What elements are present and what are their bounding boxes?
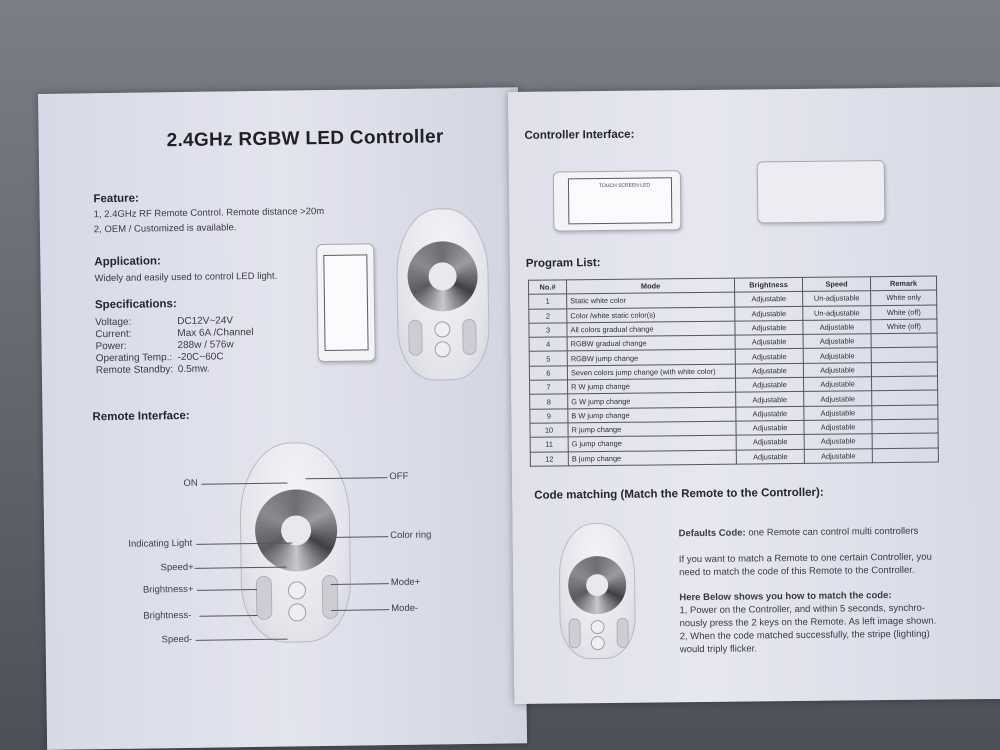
spec-row: [96, 351, 224, 364]
remote-dot-key: [591, 620, 605, 634]
cell: Adjustable: [735, 292, 803, 307]
label-brightness-plus: Brightness+: [142, 583, 194, 596]
label-mode-plus: Mode+: [390, 576, 421, 589]
cell: 9: [530, 409, 568, 424]
controller-label-title: TOUCH SCREEN LED: [598, 182, 651, 190]
spec-key: Power:: [95, 340, 127, 353]
defaults-code-label: Defaults Code:: [678, 527, 746, 540]
leader-line: [331, 609, 389, 611]
cell: Seven colors jump change (with white color): [567, 364, 735, 380]
spec-key: Remote Standby:: [95, 364, 174, 377]
leader-line: [305, 477, 387, 479]
remote-interface-heading: Remote Interface:: [92, 409, 190, 424]
column-header: Brightness: [734, 277, 802, 292]
label-speed-minus: Speed-: [161, 633, 193, 646]
remote-key-left: [569, 618, 581, 648]
match-instruction-line-1: If you want to match a Remote to one certain Controller, you: [678, 551, 932, 566]
spec-value: Max 6A /Channel: [177, 327, 254, 340]
cell: [871, 348, 937, 363]
spec-value: -20C~60C: [177, 351, 224, 364]
leader-line: [334, 536, 388, 538]
cell: Adjustable: [736, 449, 804, 464]
cell: 4: [529, 337, 567, 352]
cell: 3: [529, 323, 567, 338]
code-matching-remote-photo: [559, 523, 636, 660]
column-header: Mode: [566, 278, 734, 294]
cell: Adjustable: [804, 405, 872, 420]
remote-dot-key: [434, 341, 450, 357]
remote-key-right: [462, 319, 477, 355]
cell: [872, 433, 938, 448]
label-off: OFF: [389, 470, 409, 483]
spec-row: [95, 315, 233, 328]
spec-row: [95, 327, 253, 340]
cell: [871, 333, 937, 348]
label-mode-minus: Mode-: [391, 602, 419, 615]
remote-dot-key: [591, 636, 605, 650]
cell: Adjustable: [804, 391, 872, 406]
spec-value: DC12V~24V: [177, 315, 234, 328]
cell: 8: [530, 394, 568, 409]
step-line-1: 1, Power on the Controller, and within 5 seconds, synchro-: [679, 602, 926, 617]
label-color-ring: Color ring: [390, 529, 432, 542]
cell: Adjustable: [804, 420, 872, 435]
program-table: [528, 276, 939, 467]
application-heading: Application:: [94, 255, 161, 269]
step-line-3: 2, When the code matched successfully, the stripe (lighting): [679, 628, 930, 643]
cell: 10: [530, 423, 568, 438]
leader-line: [331, 583, 389, 585]
controller-interface-heading: Controller Interface:: [524, 128, 635, 142]
program-list-heading: Program List:: [525, 257, 601, 270]
cell: Adjustable: [735, 306, 803, 321]
cell: Adjustable: [803, 362, 871, 377]
label-indicating-light: Indicating Light: [128, 537, 193, 550]
left-page: [38, 87, 527, 750]
cell: Adjustable: [804, 434, 872, 449]
defaults-code-text: one Remote can control multi controllers: [748, 525, 919, 539]
cell: Adjustable: [804, 448, 872, 463]
cell: [872, 419, 938, 434]
controller-photo: [316, 243, 376, 362]
cell: [872, 390, 938, 405]
cell: R W jump change: [568, 378, 736, 394]
cell: 5: [529, 351, 567, 366]
speed-minus-key-icon: [288, 603, 306, 621]
remote-key-right: [617, 618, 629, 648]
page-title: 2.4GHz RGBW LED Controller: [166, 126, 444, 152]
column-header: Remark: [870, 276, 936, 291]
cell: B W jump change: [568, 407, 736, 423]
remote-key-left: [408, 320, 423, 356]
feature-line-2: 2, OEM / Customized is available.: [93, 222, 237, 236]
cell: Color /white static color(s): [567, 307, 735, 323]
defaults-code-line: [679, 526, 919, 540]
cell: Adjustable: [736, 392, 804, 407]
cell: 12: [530, 451, 568, 466]
cell: 11: [530, 437, 568, 452]
spec-key: Current:: [95, 328, 132, 341]
cell: B jump change: [568, 450, 736, 466]
controller-label: [323, 254, 368, 351]
cell: Un-adjustable: [803, 305, 871, 320]
spec-value: 0.5mw.: [177, 363, 210, 376]
cell: Adjustable: [803, 334, 871, 349]
cell: Adjustable: [736, 406, 804, 421]
cell: Adjustable: [735, 320, 803, 335]
cell: Un-adjustable: [803, 291, 871, 306]
feature-line-1: 1, 2.4GHz RF Remote Control. Remote distance >20m: [93, 206, 325, 221]
remote-photo: [396, 208, 490, 381]
mode-key-icon: [322, 575, 339, 619]
cell: Adjustable: [803, 348, 871, 363]
cell: G jump change: [568, 435, 736, 451]
cell: Adjustable: [803, 320, 871, 335]
controller-back-photo: [757, 160, 886, 223]
cell: White (off): [871, 305, 937, 320]
cell: Adjustable: [736, 435, 804, 450]
step-line-4: would triply flicker.: [679, 643, 757, 656]
cell: White (off): [871, 319, 937, 334]
label-brightness-minus: Brightness-: [143, 609, 192, 622]
column-header: No.#: [528, 280, 566, 295]
remote-dot-key: [434, 321, 450, 337]
table-row: [530, 448, 938, 467]
column-header: Speed: [802, 277, 870, 292]
cell: White only: [871, 290, 937, 305]
cell: RGBW jump change: [567, 350, 735, 366]
spec-value: 288w / 576w: [177, 339, 234, 352]
cell: 2: [529, 308, 567, 323]
cell: Adjustable: [735, 363, 803, 378]
specifications-heading: Specifications:: [94, 298, 177, 312]
how-to-heading: Here Below shows you how to match the code:: [679, 590, 892, 604]
spec-row: [96, 364, 210, 377]
label-speed-plus: Speed+: [160, 561, 194, 574]
cell: RGBW gradual change: [567, 335, 735, 351]
cell: 1: [529, 294, 567, 309]
cell: 7: [530, 380, 568, 395]
cell: Adjustable: [735, 349, 803, 364]
cell: [872, 448, 938, 463]
cell: [871, 362, 937, 377]
cell: Adjustable: [804, 377, 872, 392]
spec-key: Operating Temp.:: [95, 352, 173, 365]
code-matching-heading: Code matching (Match the Remote to the Controller):: [534, 486, 824, 502]
cell: [872, 376, 938, 391]
spec-key: Voltage:: [95, 316, 132, 329]
cell: 6: [529, 366, 567, 381]
cell: Adjustable: [736, 377, 804, 392]
speed-plus-key-icon: [288, 581, 306, 599]
cell: Adjustable: [736, 420, 804, 435]
feature-heading: Feature:: [93, 192, 139, 206]
step-line-2: nously press the 2 keys on the Remote. As left image shown.: [679, 615, 937, 630]
cell: R jump change: [568, 421, 736, 437]
cell: G W jump change: [568, 393, 736, 409]
cell: All colors gradual change: [567, 321, 735, 337]
label-on: ON: [183, 477, 198, 490]
controller-label: [568, 177, 672, 224]
brightness-key-icon: [256, 576, 273, 620]
cell: Adjustable: [735, 335, 803, 350]
cell: [872, 405, 938, 420]
cell: Static white color: [567, 292, 735, 308]
color-ring-center: [586, 574, 608, 596]
right-page: [508, 87, 1000, 704]
match-instruction-line-2: need to match the code of this Remote to the Controller.: [678, 564, 915, 579]
application-text: Widely and easily used to control LED light.: [94, 270, 278, 285]
spec-row: [95, 339, 233, 352]
controller-front-photo: [553, 170, 682, 231]
